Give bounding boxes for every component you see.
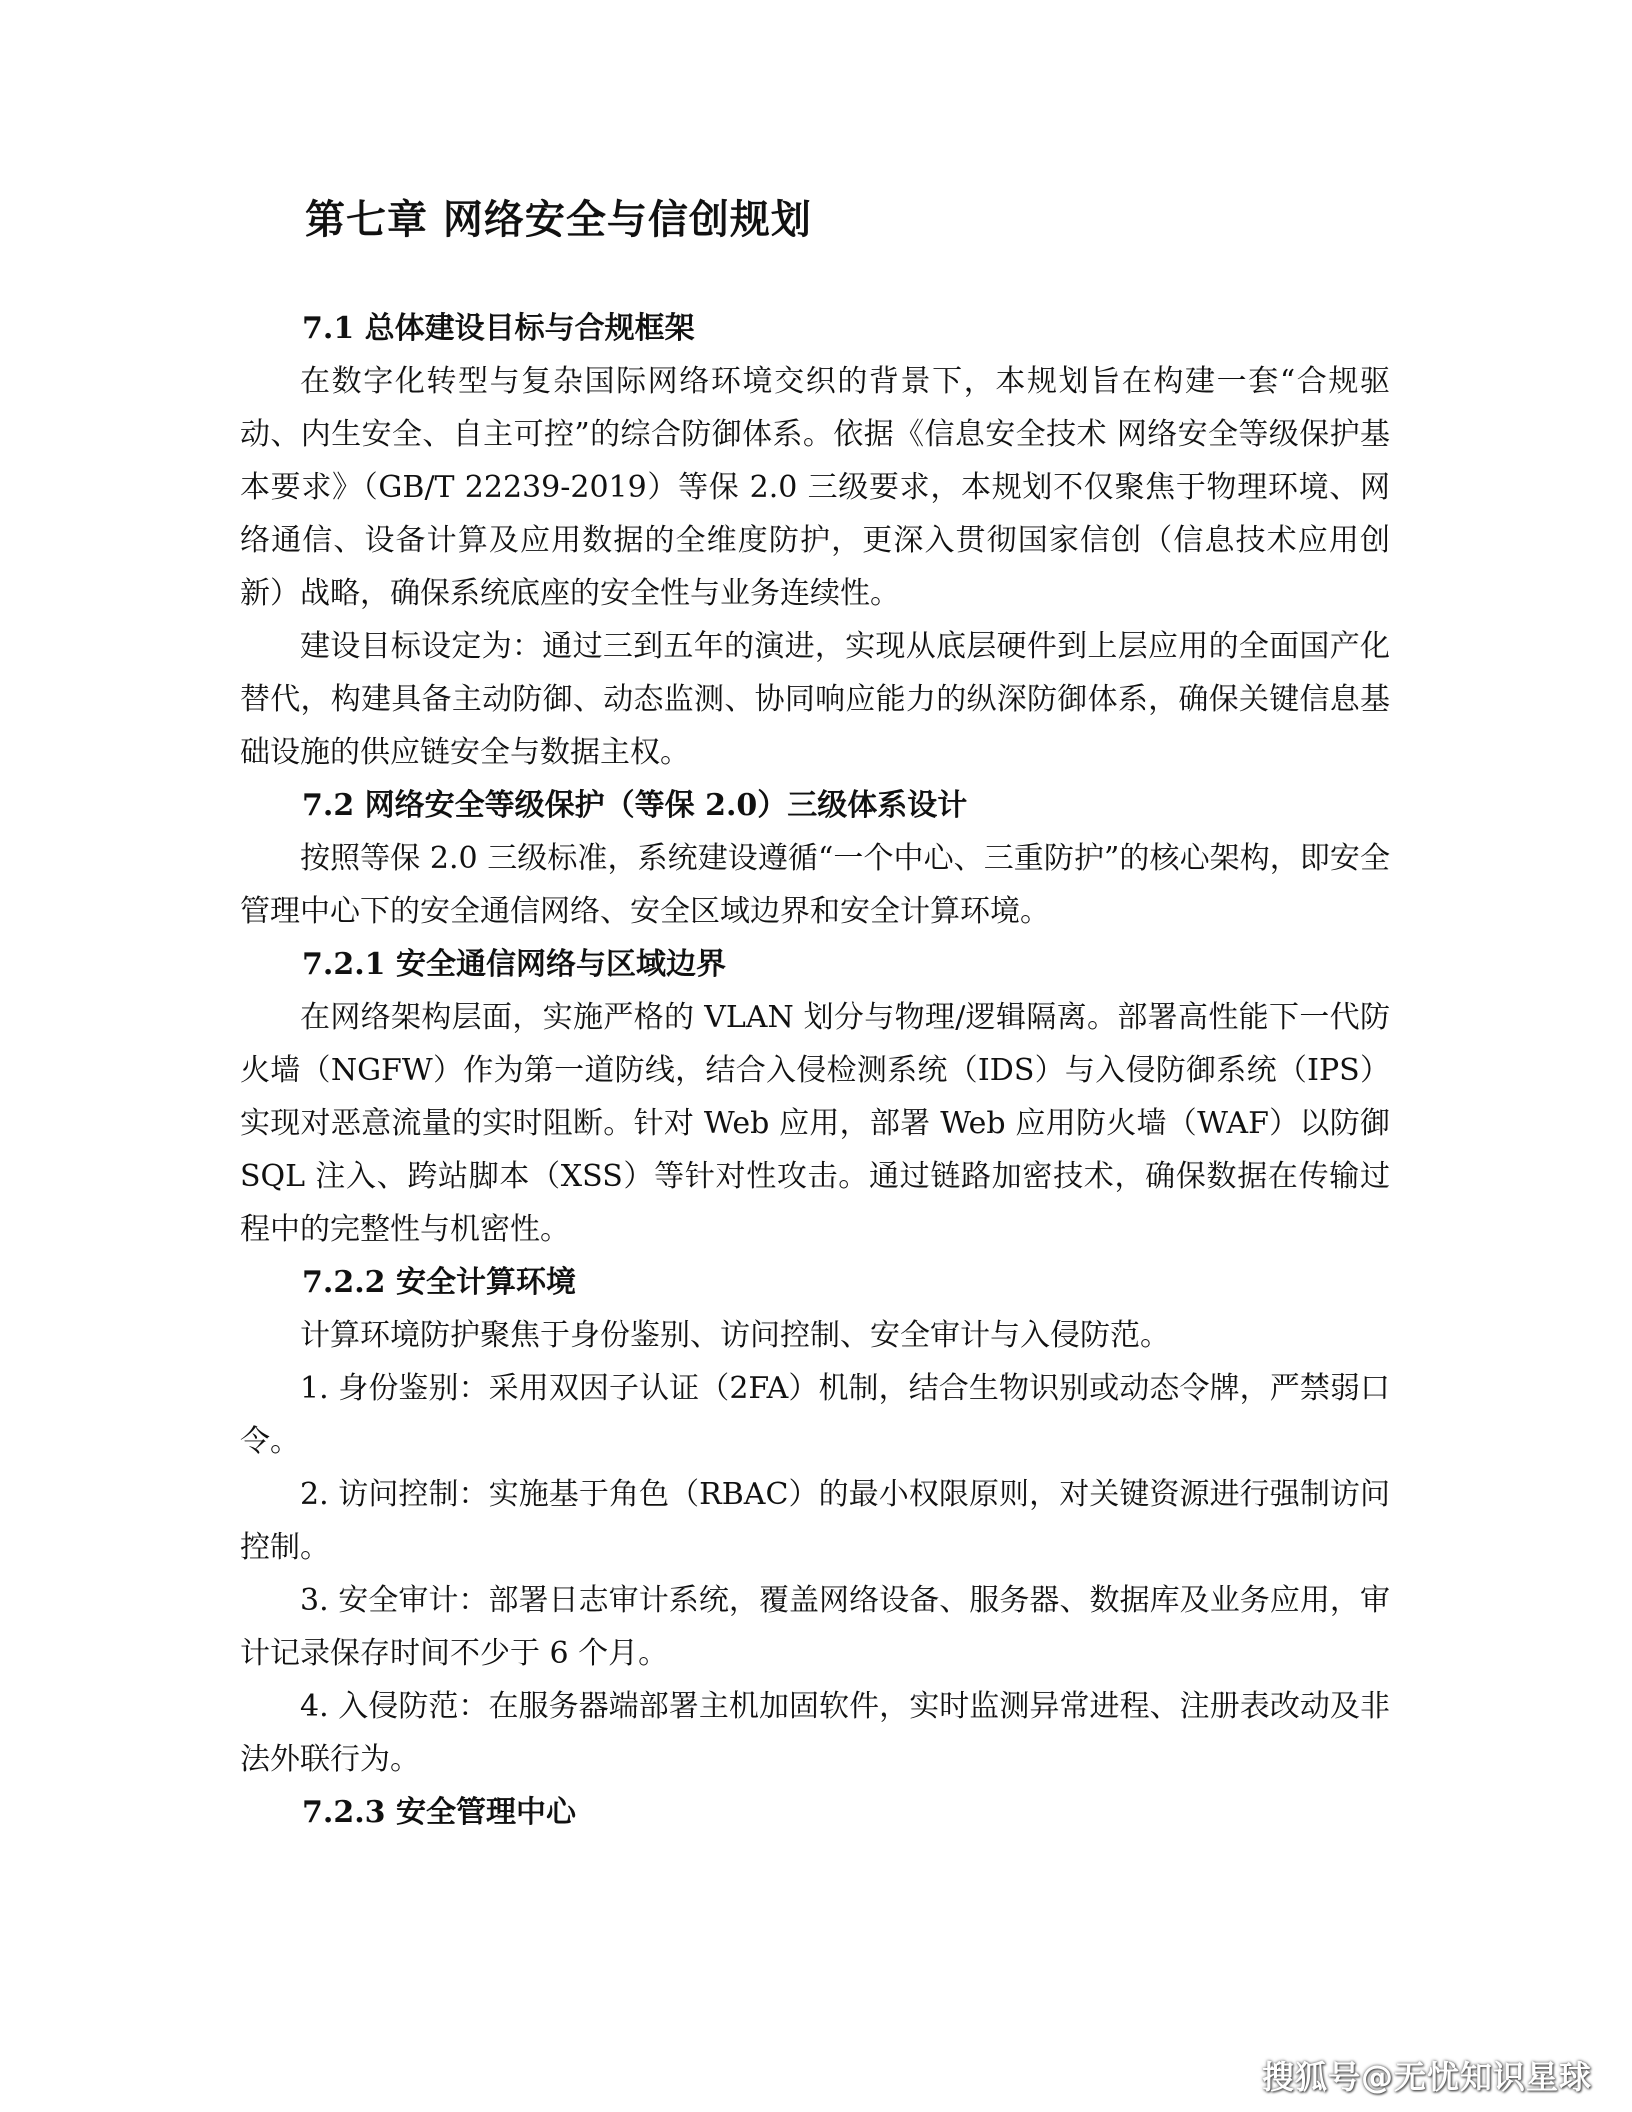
paragraph: 建设目标设定为：通过三到五年的演进，实现从底层硬件到上层应用的全面国产化替代，构建具备主动防御、动态监测、协同响应能力的纵深防御体系，确保关键信息基础设施的供应链安全与数据主权。 <box>240 629 1390 770</box>
chapter-title: 第七章 网络安全与信创规划 <box>305 197 812 243</box>
section-heading-7-2-3: 7.2.3 安全管理中心 <box>302 1795 576 1830</box>
section-heading-7-1: 7.1 总体建设目标与合规框架 <box>302 311 695 346</box>
section-heading-7-2-2: 7.2.2 安全计算环境 <box>302 1265 576 1300</box>
paragraph: 计算环境防护聚焦于身份鉴别、访问控制、安全审计与入侵防范。 <box>300 1318 1170 1353</box>
list-item: 1. 身份鉴别：采用双因子认证（2FA）机制，结合生物识别或动态令牌，严禁弱口令。 <box>240 1371 1390 1459</box>
list-item: 3. 安全审计：部署日志审计系统，覆盖网络设备、服务器、数据库及业务应用，审计记录保存时间不少于 6 个月。 <box>240 1583 1390 1671</box>
paragraph: 在网络架构层面，实施严格的 VLAN 划分与物理/逻辑隔离。部署高性能下一代防火墙（NGFW）作为第一道防线，结合入侵检测系统（IDS）与入侵防御系统（IPS）实现对恶意流量的实时阻断。针对 Web 应用，部署 Web 应用防火墙（WAF）以防御 SQL 注入、跨站脚本（XSS）等针对性攻击。通过链路加密技术，确保数据在传输过程中的完整性与机密性。 <box>240 1000 1390 1247</box>
watermark: 搜狐号@无忧知识星球 <box>1261 2058 1592 2096</box>
section-heading-7-2-1: 7.2.1 安全通信网络与区域边界 <box>302 947 726 982</box>
document-body <box>240 302 1390 1839</box>
list-item: 4. 入侵防范：在服务器端部署主机加固软件，实时监测异常进程、注册表改动及非法外联行为。 <box>240 1689 1390 1777</box>
paragraph: 在数字化转型与复杂国际网络环境交织的背景下，本规划旨在构建一套“合规驱动、内生安全、自主可控”的综合防御体系。依据《信息安全技术 网络安全等级保护基本要求》（GB/T 22239-2019）等保 2.0 三级要求，本规划不仅聚焦于物理环境、网络通信、设备计算及应用数据的全维度防护，更深入贯彻国家信创（信息技术应用创新）战略，确保系统底座的安全性与业务连续性。 <box>240 364 1390 611</box>
paragraph: 按照等保 2.0 三级标准，系统建设遵循“一个中心、三重防护”的核心架构，即安全管理中心下的安全通信网络、安全区域边界和安全计算环境。 <box>240 841 1390 929</box>
section-heading-7-2: 7.2 网络安全等级保护（等保 2.0）三级体系设计 <box>302 788 968 823</box>
list-item: 2. 访问控制：实施基于角色（RBAC）的最小权限原则，对关键资源进行强制访问控制。 <box>240 1477 1390 1565</box>
